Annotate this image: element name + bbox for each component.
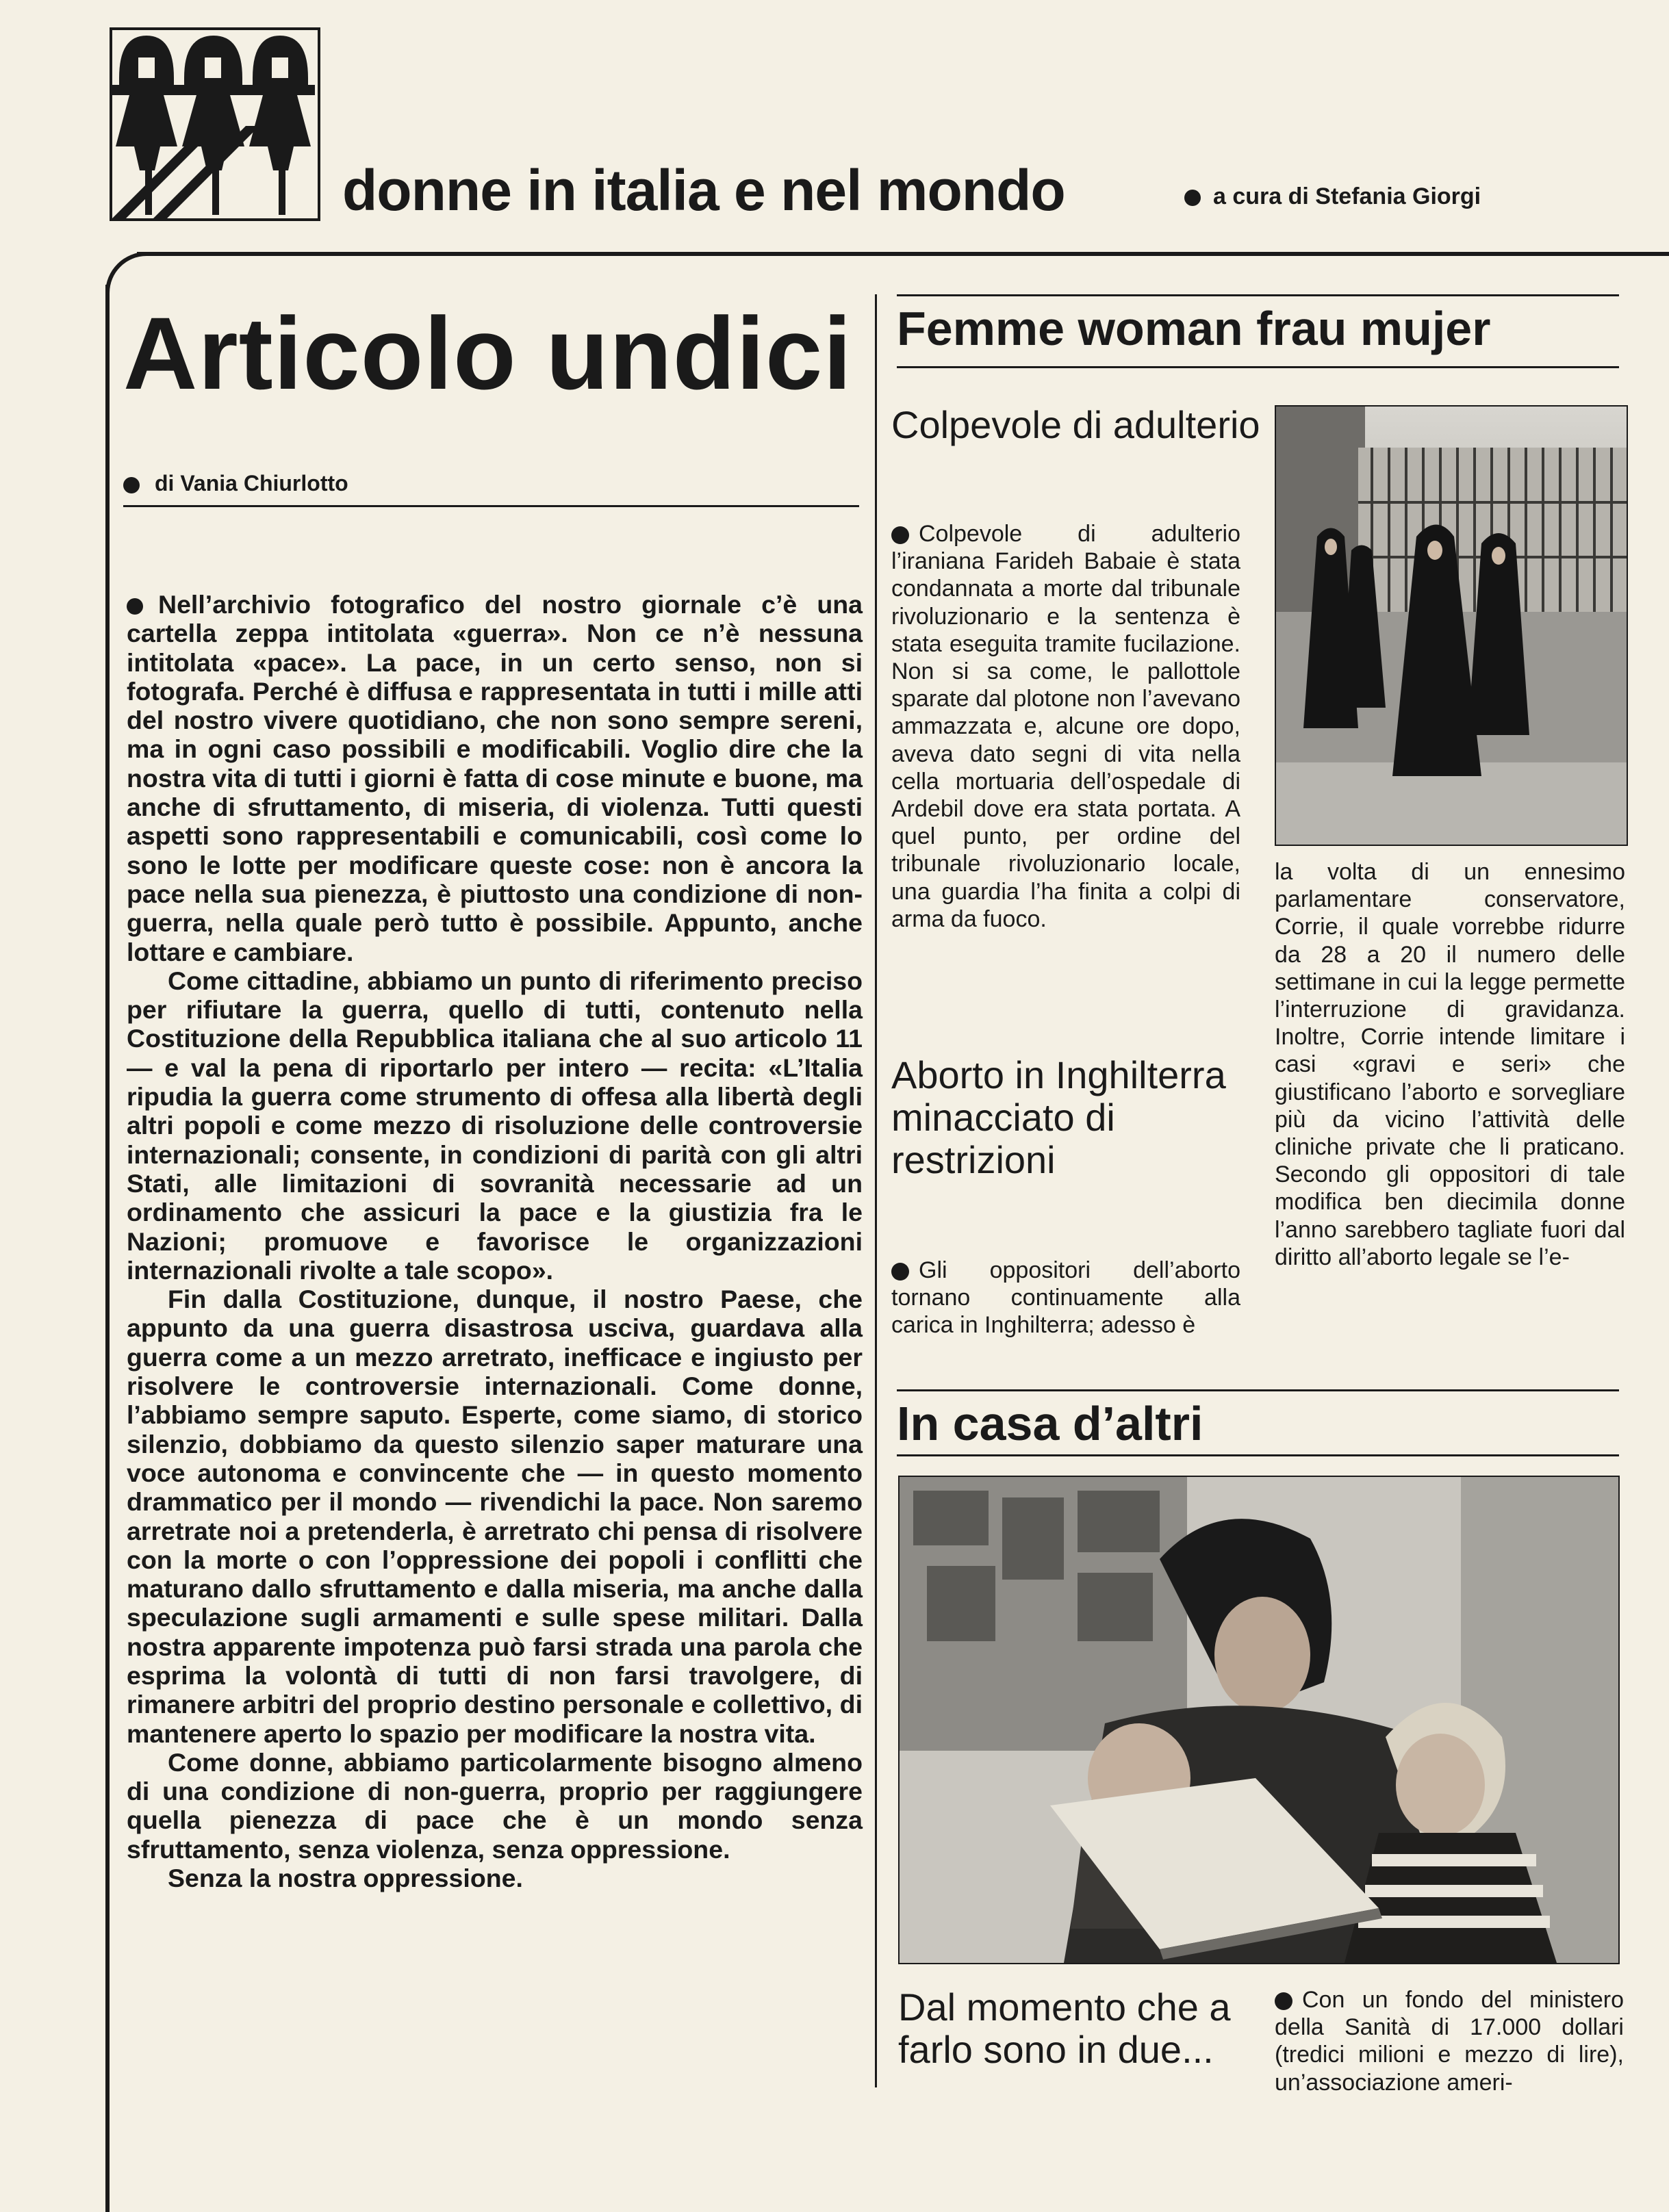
story-text-continued: la volta di un ennesimo parlamentare conservatore, Corrie, il quale vorrebbe ridurre da 28 a 20 il numero delle settimane in cui la legge permette l’interruzione di gravidanza. Inoltre, Corrie intende limitare i casi «gravi e seri» che giustificano l’aborto e sorvegliare più da vicino l’attività delle cliniche private che li praticano. Secondo gli oppositori di tale modifica ben diecimila donne l’anno sarebbero tagliate fuori dal diritto all’aborto legale se l’e- bbox=[1275, 859, 1625, 1270]
section-title: donne in italia e nel mondo bbox=[342, 158, 1065, 222]
bullet-dot bbox=[891, 1263, 909, 1281]
femme-top-rule bbox=[897, 294, 1619, 296]
photo-veiled-women bbox=[1275, 405, 1628, 846]
article-body bbox=[127, 590, 863, 1892]
frame-corner bbox=[105, 252, 146, 293]
column-divider bbox=[875, 294, 877, 2087]
article-paragraph: Senza la nostra oppressione. bbox=[168, 1864, 523, 1893]
article-title: Articolo undici bbox=[123, 296, 852, 411]
photo-reading-with-children bbox=[898, 1476, 1620, 1964]
article-paragraph: Nell’archivio fotografico del nostro giornale c’è una cartella zeppa intitolata «guerra». Non ce n’è nessuna intitolata «pace». La pace, in un certo senso, non si fotografa. Perché è diffusa e rappresentata in tutti i mille atti del nostro vivere quotidiano, che non sono sempre sereni, ma in ogni caso possibili e modificabili. Voglio dire che la nostra vita di tutti i giorni è fatta di cose minute e buone, ma anche di sfruttamento, di miseria, di violenza. Tutti questi aspetti sono rappresentabili e comunicabili, così come lo sono le lotte per modificare queste cose: non è ancora la pace nella sua pienezza, è piuttosto una condizione di non-guerra, nella quale però tutto è possibile. Appunto, anche lottare e cambiare. bbox=[127, 590, 863, 966]
bullet-dot bbox=[1184, 190, 1201, 206]
story-headline: Dal momento che a farlo sono in due... bbox=[898, 1985, 1231, 2071]
in-casa-bottom-rule bbox=[897, 1454, 1619, 1456]
article-paragraph: Come cittadine, abbiamo un punto di riferimento preciso per rifiutare la guerra, quello di tutti, contenuto nella Costituzione della Repubblica italiana che al suo articolo 11 — e val la pena di riportarlo per intero — recita: «L’Italia ripudia la guerra come strumento di offesa alla libertà degli altri popoli e come mezzo di risoluzione delle controversie internazionali; consente, in condizioni di parità con gli altri Stati, alle limitazioni di sovranità necessarie ad un ordinamento che assicuri la pace e la giustizia fra le Nazioni; promuove e favorisce le organizzazioni internazionali rivolte a tale scopo». bbox=[127, 966, 863, 1285]
bullet-dot bbox=[127, 598, 143, 615]
curator-line bbox=[1184, 183, 1481, 210]
byline-rule bbox=[123, 505, 859, 507]
frame-top-rule bbox=[137, 252, 1669, 256]
women-silhouettes-logo bbox=[110, 27, 320, 221]
bullet-dot bbox=[1275, 1992, 1292, 2010]
curator-text: a cura di Stefania Giorgi bbox=[1213, 183, 1481, 209]
photo-veiled-women-graphic bbox=[1276, 407, 1627, 845]
story-text: Gli oppositori dell’aborto tornano continuamente alla carica in Inghilterra; adesso è bbox=[891, 1257, 1240, 1339]
in-casa-top-rule bbox=[897, 1389, 1619, 1391]
in-casa-section-title: In casa d’altri bbox=[897, 1397, 1203, 1450]
story-headline: Aborto in Inghilterra minacciato di restrizioni bbox=[891, 1053, 1226, 1181]
femme-bottom-rule bbox=[897, 366, 1619, 368]
article-paragraph: Fin dalla Costituzione, dunque, il nostro Paese, che appunto da una guerra disastrosa usciva, guardava alla guerra come a un mezzo arretrato, inefficace e ingiusto per risolvere le controversie internazionali. Come donne, l’abbiamo sempre saputo. Esperte, come siamo, di storico silenzio, dobbiamo da questo silenzio saper maturare una voce autonoma e convincente che — in questo momento drammatico per il mondo — rivendichi la pace. Non saremo arretrate noi a pretenderla, è arretrato chi pensa di risolvere con la morte o con l’oppressione dei popoli i conflitti che maturano dallo sfruttamento e dalla miseria, ma anche dalla speculazione sugli armamenti e sulle spese militari. Dalla nostra apparente impotenza può farsi strada una parola che esprima la volontà di tutti di non farsi travolgere, di rimanere arbitri del proprio destino personale e collettivo, di mantenere aperto lo spazio per modificare la nostra vita. bbox=[127, 1285, 863, 1748]
byline-text: di Vania Chiurlotto bbox=[155, 471, 348, 496]
story-text: Colpevole di adulterio l’iraniana Farideh Babaie è stata condannata a morte dal tribunale rivoluzionario e la sentenza è stata eseguita tramite fucilazione. Non si sa come, le pallottole sparate dal plotone non l’avevano ammazzata e, alcune ore dopo, aveva dato segni di vita nella cella mortuaria dell’ospedale di Ardebil dove era stata portata. A quel punto, per ordine del tribunale rivoluzionario locale, una guardia l’ha finita a colpi di arma da fuoco. bbox=[891, 521, 1240, 932]
photo-reading-graphic bbox=[900, 1477, 1618, 1963]
logo-graphic bbox=[112, 30, 318, 218]
article-byline bbox=[123, 471, 348, 496]
story-text: Con un fondo del ministero della Sanità di 17.000 dollari (tredici milioni e mezzo di lire), un’associazione ameri- bbox=[1275, 1987, 1624, 2096]
bullet-dot bbox=[123, 477, 140, 493]
story-headline: Colpevole di adulterio bbox=[891, 403, 1260, 446]
femme-section-title: Femme woman frau mujer bbox=[897, 302, 1491, 355]
frame-left-rule bbox=[105, 285, 110, 2212]
bullet-dot bbox=[891, 526, 909, 544]
article-paragraph: Come donne, abbiamo particolarmente bisogno almeno di una condizione di non-guerra, proprio per raggiungere quella pienezza di pace che è un mondo senza sfruttamento, senza violenza, senza oppressione. bbox=[127, 1747, 863, 1864]
